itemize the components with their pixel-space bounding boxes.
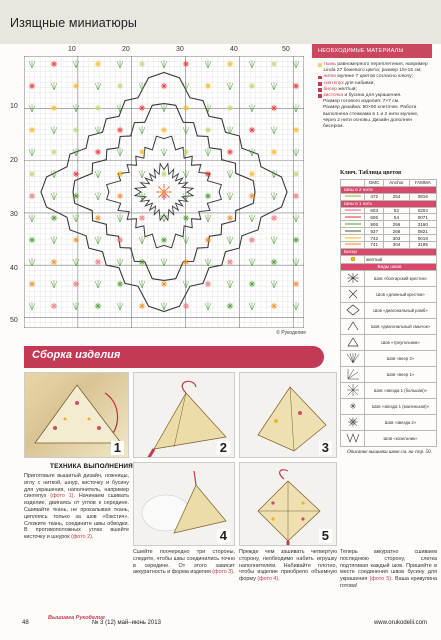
axis-top-label: 40: [230, 46, 238, 53]
stitch-icon: [341, 270, 365, 286]
stitch-label: Шов «диагональный ромб»: [365, 302, 437, 318]
material-desc: желтый;: [336, 86, 357, 92]
text-span: .: [233, 569, 235, 576]
key-group-label: Виды швов: [341, 263, 437, 270]
stitch-icon: [341, 430, 365, 446]
footer-issue: № 3 (12) май–июнь 2013: [92, 620, 161, 626]
axis-left-label: 20: [10, 157, 18, 164]
footer-logo: Вышивка Рукоделие: [48, 615, 105, 621]
key-anchor: 254: [384, 193, 409, 200]
text-span: Сшейте поочередно три стороны, следите, чтобы швы соединились точно в середине. От этого зависит аккуратность и форма изделия: [133, 549, 235, 576]
key-dmc: 603: [365, 207, 384, 214]
key-gamma: 0019: [409, 235, 436, 242]
key-row: [341, 221, 437, 228]
stitch-label: Шов «треугольник»: [365, 334, 437, 350]
photo-3: [239, 372, 337, 458]
axis-left-label: 10: [10, 103, 18, 110]
photo-number: 5: [319, 529, 332, 543]
text-span: . Ваша кривулина готова!: [340, 576, 438, 589]
text-span: . Начинаем сшивать изделие, двигаясь от углов к середине. Сшивайте ткань, не прокалывая ткань, цепляясь только за шов «бэкстич». Сложите ткань, соедините швы обводки. В противоположных углах вшейте кисточку и шнурок: [24, 493, 129, 541]
photo-2: [133, 372, 235, 458]
key-title: Ключ. Таблица цветов: [340, 170, 402, 176]
stitch-label: Шов «звезда 1 (большая)»: [365, 382, 437, 398]
technique-text-1: [24, 473, 129, 541]
material-bullet-icon: [318, 76, 322, 80]
stitch-row: [341, 414, 437, 430]
technique-text-4: [340, 549, 437, 590]
key-row: [341, 242, 437, 249]
stitch-row: [341, 302, 437, 318]
material-bullet-icon: [318, 82, 322, 86]
stitch-label: Шов «болгарский крестик»: [365, 270, 437, 286]
photo-ref: (фото 4): [257, 576, 279, 583]
page-title: Изящные миниатюры: [10, 16, 137, 30]
materials-header: НЕОБХОДИМЫЕ МАТЕРИАЛЫ: [312, 44, 432, 58]
key-gamma: 0204: [409, 207, 436, 214]
stitch-icon: [341, 414, 365, 430]
key-col-header: ГАММА: [409, 180, 436, 187]
key-note: Описание вышивки швов см. на стр. 50.: [347, 449, 432, 455]
stitch-label: Шов «длинный крестик»: [365, 286, 437, 302]
key-swatch: [341, 193, 365, 200]
stitch-icon: [341, 350, 365, 366]
key-swatch: [341, 242, 365, 249]
stitch-label: Шов «звезда 1 (маленькая)»: [365, 398, 437, 414]
stitch-icon: [341, 318, 365, 334]
key-row: [341, 214, 437, 221]
stitch-row: [341, 398, 437, 414]
photo-ref: (фото 3): [212, 569, 234, 576]
photo-number: 4: [217, 529, 230, 543]
key-gamma: 3195: [409, 242, 436, 249]
axis-left-label: 40: [10, 265, 18, 272]
key-dmc: 606: [365, 214, 384, 221]
photo-number: 1: [111, 441, 124, 455]
text-span: Прежде чем зашивать четвертую сторону, необходимо набить игрушку наполнителем. Набивайте плотно, чтобы изделие приобрело объемную форму: [239, 549, 337, 583]
key-anchor: 54: [384, 214, 409, 221]
key-dmc: 742: [365, 235, 384, 242]
key-anchor: 304: [384, 242, 409, 249]
material-item: [318, 62, 431, 74]
stitch-row: [341, 318, 437, 334]
technique-heading: ТЕХНИКА ВЫПОЛНЕНИЯ: [50, 463, 133, 470]
stitch-label: Шов «диагональный смычок»: [365, 318, 437, 334]
footer-page-number: 48: [22, 620, 29, 626]
bead-icon: [341, 255, 365, 263]
stitch-icon: [341, 286, 365, 302]
key-gamma: 0821: [409, 228, 436, 235]
photo-ref: (фото 5): [369, 576, 392, 583]
text-span: Приготовьте вышитый дизайн, ножницы, иглу с ниткой, шнур, кисточку и бусину для украшения, наполнитель, например синтепух: [24, 473, 129, 500]
key-swatch: [341, 214, 365, 221]
photo-ref: (фото 2): [71, 534, 92, 541]
axis-top-label: 50: [282, 46, 290, 53]
material-bullet-icon: [318, 94, 322, 98]
color-key: [340, 170, 439, 530]
material-name: кисточка: [323, 93, 344, 99]
technique-text-2: [133, 549, 235, 576]
axis-top-label: 30: [176, 46, 184, 53]
axis-left-label: 50: [10, 317, 18, 324]
axis-left-label: 30: [10, 211, 18, 218]
material-desc: и бусина для украшения.: [343, 93, 402, 99]
stitch-icon: [341, 382, 365, 398]
key-header-row: [341, 180, 437, 187]
stitch-label: Шов «козельчик»: [365, 430, 437, 446]
text-span: .: [91, 534, 94, 541]
key-col-header: DMC: [365, 180, 384, 187]
key-row: [341, 207, 437, 214]
photo-1: [24, 372, 129, 458]
key-gamma: 3160: [409, 221, 436, 228]
photo-ref: (фото 1): [50, 493, 74, 500]
key-anchor: 268: [384, 228, 409, 235]
materials-description: Размер дизайна: 50×50 клеточек. Работа выполнена стежками в 1 и 2 нити мулине, через 2 нити основы. Дизайн дополнен бисером.: [323, 105, 419, 130]
material-name: синтепух: [323, 80, 344, 86]
key-dmc: 741: [365, 242, 384, 249]
stitch-icon: [341, 302, 365, 318]
key-gamma: 0816: [409, 193, 436, 200]
cross-stitch-chart: [10, 46, 308, 336]
key-swatch: [341, 221, 365, 228]
key-swatch: [341, 228, 365, 235]
photo-number: 3: [319, 441, 332, 455]
chart-grid: [24, 56, 304, 328]
stitch-row: [341, 366, 437, 382]
axis-top-label: 20: [122, 46, 130, 53]
section-title: Сборка изделия: [32, 349, 121, 361]
stitch-icon: [341, 398, 365, 414]
stitch-icon: [341, 366, 365, 382]
stitch-row: [341, 430, 437, 446]
key-group-label: Швы в 1 нить: [341, 200, 437, 207]
stitch-label: Шов «звезда 2»: [365, 414, 437, 430]
materials-box: [312, 44, 441, 162]
material-name: ткань: [323, 62, 336, 67]
key-dmc: 937: [365, 228, 384, 235]
text-span: Теперь аккуратно сшиваем последнюю сторону, слегка подтягивая каждый шов. Пришейте в месте соединения швов бусину для украшения: [340, 549, 437, 583]
material-name: нитки: [323, 74, 337, 80]
material-bullet-icon: [318, 63, 322, 67]
material-name: бисер: [323, 86, 337, 92]
key-dmc: 906: [365, 221, 384, 228]
photo-4: [133, 462, 235, 546]
photo-number: 2: [217, 441, 230, 455]
materials-list: [312, 58, 437, 130]
key-table: [340, 179, 437, 447]
key-bead-label: желтый: [365, 255, 437, 263]
key-group-label: Швы в 2 нити: [341, 186, 437, 193]
text-span: .: [278, 576, 280, 583]
footer-url: www.orukodelii.com: [373, 620, 427, 626]
key-swatch: [341, 235, 365, 242]
watermark: © Рукоделие: [276, 330, 306, 336]
stitch-row: [341, 270, 437, 286]
technique-text-3: [239, 549, 337, 583]
axis-top-label: 10: [68, 46, 76, 53]
stitch-row: [341, 350, 437, 366]
key-swatch: [341, 207, 365, 214]
key-gamma: 0071: [409, 214, 436, 221]
stitch-row: [341, 334, 437, 350]
key-dmc: 472: [365, 193, 384, 200]
key-anchor: 303: [384, 235, 409, 242]
stitch-row: [341, 382, 437, 398]
key-row: [341, 228, 437, 235]
key-anchor: 52: [384, 207, 409, 214]
stitch-label: Шов «веер 1»: [365, 366, 437, 382]
key-anchor: 256: [384, 221, 409, 228]
stitch-row: [341, 286, 437, 302]
stitch-icon: [341, 334, 365, 350]
stitch-label: Шов «веер 2»: [365, 350, 437, 366]
material-desc: равномерного переплетения, например Linda 27 бежевого цвета; размер 15×15 см;: [323, 62, 428, 74]
key-row: [341, 235, 437, 242]
key-group-label: Бисер: [341, 248, 437, 255]
material-desc: для набивки;: [343, 80, 375, 86]
key-col-header: Anchor: [384, 180, 409, 187]
key-row: [341, 193, 437, 200]
material-bullet-icon: [318, 88, 322, 92]
photo-5: [239, 462, 337, 546]
materials-size: Размер готового изделия: 7×7 см.: [323, 99, 400, 105]
key-row: [341, 255, 437, 263]
material-desc: мулине 7 цветов согласно ключу;: [336, 74, 414, 80]
